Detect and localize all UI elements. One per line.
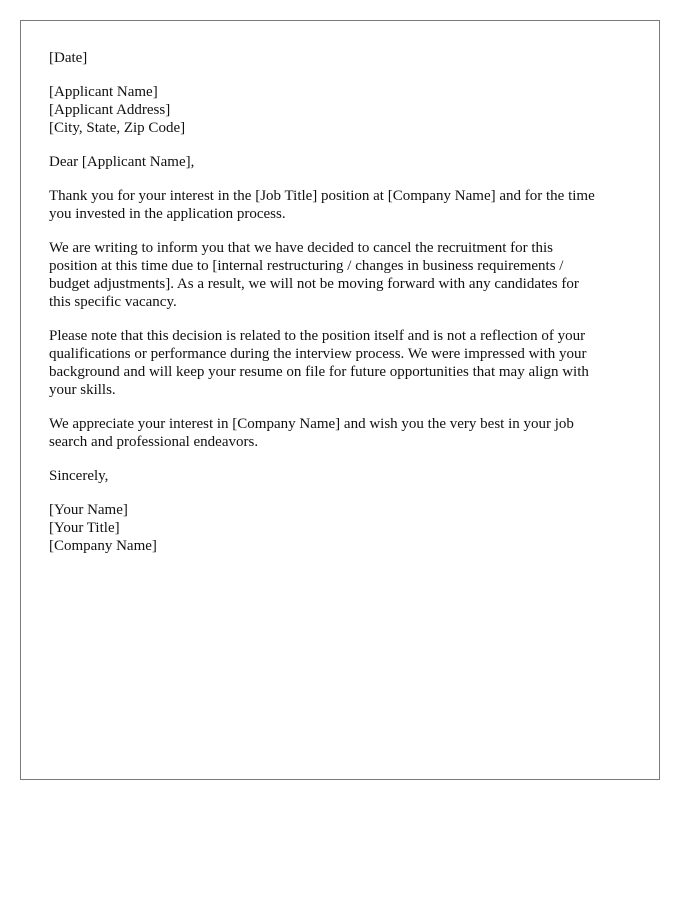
paragraph-line: We appreciate your interest in [Company Name] and wish you the very best in your job — [49, 416, 574, 432]
letter-page — [20, 20, 660, 780]
recipient-address: [Applicant Address] — [49, 102, 171, 118]
salutation-block — [49, 153, 639, 171]
letter-body — [49, 49, 639, 571]
paragraph-line: Please note that this decision is related to the position itself and is not a reflection of your — [49, 328, 586, 344]
date-block — [49, 49, 639, 67]
closing-block — [49, 467, 639, 485]
paragraph-line: your skills. — [49, 382, 116, 398]
paragraph-line: budget adjustments]. As a result, we will not be moving forward with any candidates for — [49, 276, 579, 292]
paragraph-line: this specific vacancy. — [49, 294, 177, 310]
paragraph-line: position at this time due to [internal restructuring / changes in business requirements / — [49, 258, 564, 274]
paragraph-line: qualifications or performance during the interview process. We were impressed with your — [49, 346, 587, 362]
signature-company: [Company Name] — [49, 538, 157, 554]
paragraph-appreciation — [49, 415, 639, 451]
recipient-name: [Applicant Name] — [49, 84, 158, 100]
closing: Sincerely, — [49, 468, 109, 484]
signature-title: [Your Title] — [49, 520, 120, 536]
letter-date: [Date] — [49, 50, 88, 66]
salutation: Dear [Applicant Name], — [49, 154, 195, 170]
paragraph-cancellation — [49, 239, 639, 311]
signature-name: [Your Name] — [49, 502, 128, 518]
paragraph-line: background and will keep your resume on file for future opportunities that may align with — [49, 364, 589, 380]
recipient-city-state-zip: [City, State, Zip Code] — [49, 120, 186, 136]
paragraph-line: Thank you for your interest in the [Job Title] position at [Company Name] and for the time — [49, 188, 595, 204]
paragraph-line: We are writing to inform you that we have decided to cancel the recruitment for this — [49, 240, 554, 256]
recipient-block — [49, 83, 639, 137]
paragraph-note — [49, 327, 639, 399]
paragraph-line: search and professional endeavors. — [49, 434, 259, 450]
paragraph-line: you invested in the application process. — [49, 206, 286, 222]
paragraph-thanks — [49, 187, 639, 223]
signature-block — [49, 501, 639, 555]
